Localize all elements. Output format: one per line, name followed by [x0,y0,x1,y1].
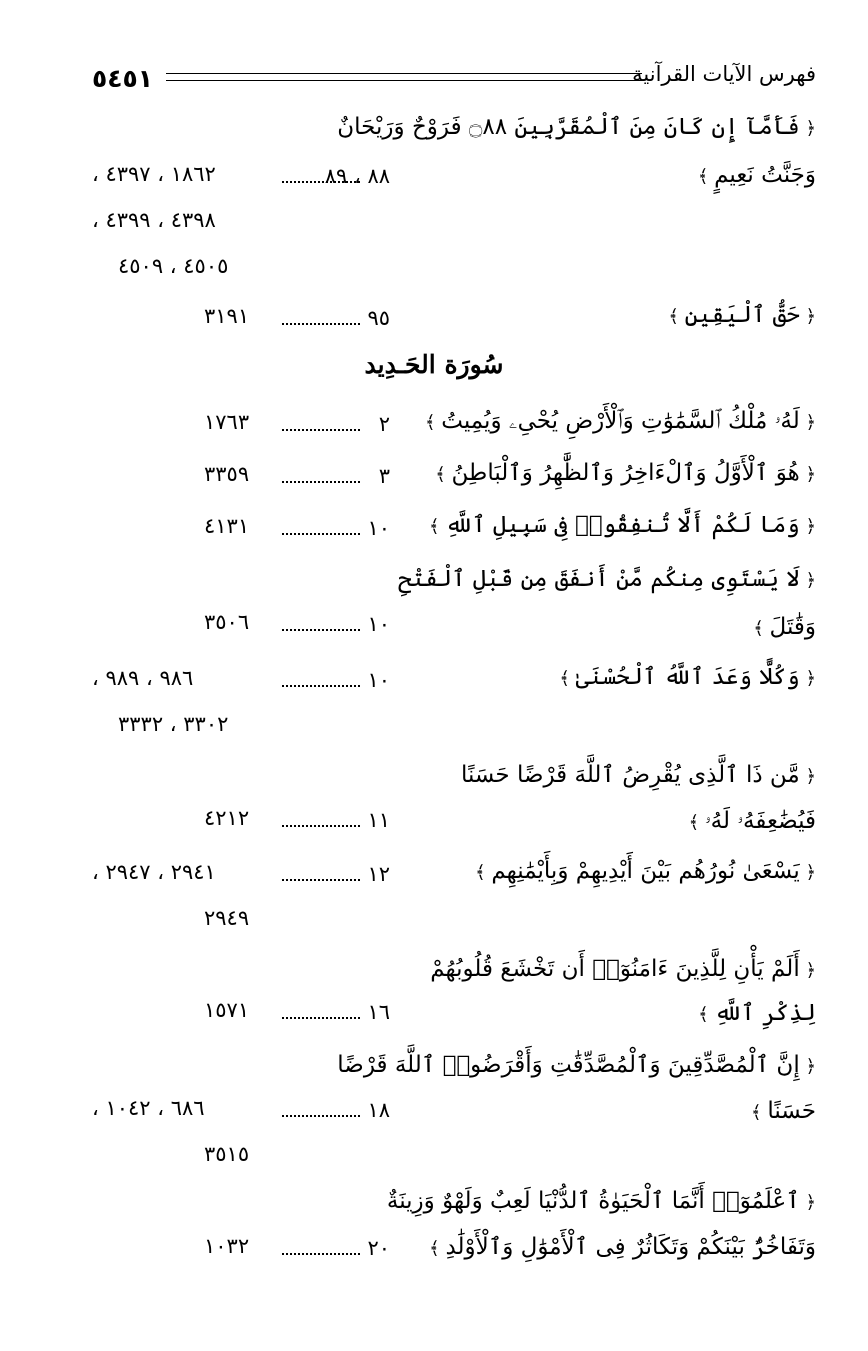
close-bracket-ornament: ﴾ [475,862,492,883]
close-bracket-ornament: ﴾ [751,1102,768,1123]
running-title: فهرس الآيات القرآنية [632,62,816,86]
verse-line: حَسَنًا ﴾ [751,1098,816,1124]
dot-leader [282,628,360,631]
hadith-refs: ٩٨٦ ، ٩٨٩ ، [92,666,194,690]
open-bracket-ornament: ﴿ [799,118,816,139]
open-bracket-ornament: ﴿ [799,862,816,883]
open-bracket-ornament: ﴿ [799,960,816,981]
hadith-refs: ٤١٣١ [204,514,250,538]
verse-line: وَقَٰتَلَ ﴾ [753,614,816,640]
verse-number: ١٨ [367,1098,390,1122]
header-rule [166,73,642,81]
hadith-refs: ٦٨٦ ، ١٠٤٢ ، [92,1096,205,1120]
hadith-refs: ٣٣٠٢ ، ٣٣٣٢ [118,712,229,736]
open-bracket-ornament: ﴿ [799,412,816,433]
verse-line: ﴿ وَمَا لَكُمْ أَلَّا تُنفِقُوا۟ فِى سَبِيلِ ٱللَّهِ ﴾ [428,512,816,538]
dot-leader [282,180,360,183]
open-bracket-ornament: ﴿ [799,668,816,689]
dot-leader [282,824,360,827]
hadith-refs: ٢٩٤١ ، ٢٩٤٧ ، [92,860,216,884]
dot-leader [282,532,360,535]
verse-number: ١٠ [367,612,390,636]
close-bracket-ornament: ﴾ [753,618,770,639]
close-bracket-ornament: ﴾ [668,306,685,327]
dot-leader [282,1252,360,1255]
hadith-refs: ١٠٣٢ [204,1234,250,1258]
hadith-refs: ٢٩٤٩ [204,906,250,930]
verse-number: ٢٠ [367,1236,390,1260]
open-bracket-ornament: ﴿ [799,766,816,787]
verse-line: لِذِكْرِ ٱللَّهِ ﴾ [698,1000,816,1026]
open-bracket-ornament: ﴿ [799,516,816,537]
verse-line: ﴿ أَلَمْ يَأْنِ لِلَّذِينَ ءَامَنُوٓا۟ أَن تَخْشَعَ قُلُوبُهُمْ [430,956,816,982]
close-bracket-ornament: ﴾ [435,464,452,485]
close-bracket-ornament: ﴾ [424,412,442,433]
dot-leader [282,878,360,881]
verse-line: ﴿ فَأَمَّآ إِن كَانَ مِنَ ٱلْمُقَرَّبِينَ ۝٨٨ فَرَوْحٌ وَرَيْحَانٌ [337,114,816,140]
verse-line: ﴿ ٱعْلَمُوٓا۟ أَنَّمَا ٱلْحَيَوٰةُ ٱلدُّنْيَا لَعِبٌ وَلَهْوٌ وَزِينَةٌ [386,1188,816,1214]
verse-number: ٣ [378,464,390,488]
hadith-refs: ٣١٩١ [204,304,250,328]
verse-number: ١٢ [367,862,390,886]
close-bracket-ornament: ﴾ [429,1238,446,1259]
verse-line: ﴿ وَكُلًّا وَعَدَ ٱللَّهُ ٱلْحُسْنَىٰ ﴾ [559,664,816,690]
verse-line: وَجَنَّتُ نَعِيمٍ ﴾ [697,162,816,188]
close-bracket-ornament: ﴾ [697,166,715,187]
dot-leader [282,428,360,431]
verse-line: ﴿ لَا يَسْتَوِى مِنكُم مَّنْ أَنفَقَ مِن قَبْلِ ٱلْفَتْحِ [398,566,816,592]
hadith-refs: ٤٣٩٨ ، ٤٣٩٩ ، [92,208,216,232]
open-bracket-ornament: ﴿ [799,570,816,591]
hadith-refs: ٣٥١٥ [204,1142,250,1166]
verse-number: ١٠ [367,516,390,540]
page-number: ٥٤٥١ [92,64,154,93]
verse-line: ﴿ يَسْعَىٰ نُورُهُم بَيْنَ أَيْدِيهِمْ وَبِأَيْمَٰنِهِم ﴾ [475,858,816,884]
surah-heading: سُورَة الحَـدِيد [364,350,504,379]
verse-line: فَيُضَٰعِفَهُۥ لَهُۥ ﴾ [688,808,816,834]
verse-line: ﴿ لَهُۥ مُلْكُ ٱلسَّمَٰوَٰتِ وَٱلْأَرْضِ يُحْىِۦ وَيُمِيتُ ﴾ [424,408,816,434]
open-bracket-ornament: ﴿ [799,464,816,485]
dot-leader [282,322,360,325]
hadith-refs: ١٧٦٣ [204,410,250,434]
dot-leader [282,480,360,483]
close-bracket-ornament: ﴾ [698,1004,715,1025]
verse-number: ١١ [367,808,390,832]
dot-leader [282,684,360,687]
hadith-refs: ١٨٦٢ ، ٤٣٩٧ ، [92,162,216,186]
close-bracket-ornament: ﴾ [559,668,576,689]
hadith-refs: ٣٥٠٦ [204,610,250,634]
verse-number: ٢ [378,412,390,436]
verse-number: ١٦ [367,1000,390,1024]
verse-line: ﴿ إِنَّ ٱلْمُصَّدِّقِينَ وَٱلْمُصَّدِّقَٰتِ وَأَقْرَضُوا۟ ٱللَّهَ قَرْضًا [337,1052,816,1078]
verse-line: ﴿ مَّن ذَا ٱلَّذِى يُقْرِضُ ٱللَّهَ قَرْضًا حَسَنًا [460,762,816,788]
hadith-refs: ٣٣٥٩ [204,462,250,486]
hadith-refs: ٤٥٠٥ ، ٤٥٠٩ [118,254,229,278]
hadith-refs: ٤٢١٢ [204,806,250,830]
close-bracket-ornament: ﴾ [428,516,446,537]
dot-leader [282,1016,360,1019]
verse-number: ٩٥ [367,306,390,330]
verse-number: ٨٨ ، ٨٩ [324,164,390,188]
dot-leader [282,1114,360,1117]
open-bracket-ornament: ﴿ [799,1192,816,1213]
verse-line: ﴿ حَقُّ ٱلْيَقِينِ ﴾ [668,302,816,328]
hadith-refs: ١٥٧١ [204,998,250,1022]
verse-line: وَتَفَاخُرٌۢ بَيْنَكُمْ وَتَكَاثُرٌ فِى ٱلْأَمْوَٰلِ وَٱلْأَوْلَٰدِ ﴾ [429,1234,816,1260]
open-bracket-ornament: ﴿ [799,1056,816,1077]
close-bracket-ornament: ﴾ [688,812,705,833]
verse-line: ﴿ هُوَ ٱلْأَوَّلُ وَٱلْءَاخِرُ وَٱلظَّٰهِرُ وَٱلْبَاطِنُ ﴾ [435,460,816,486]
verse-number: ١٠ [367,668,390,692]
open-bracket-ornament: ﴿ [799,306,816,327]
